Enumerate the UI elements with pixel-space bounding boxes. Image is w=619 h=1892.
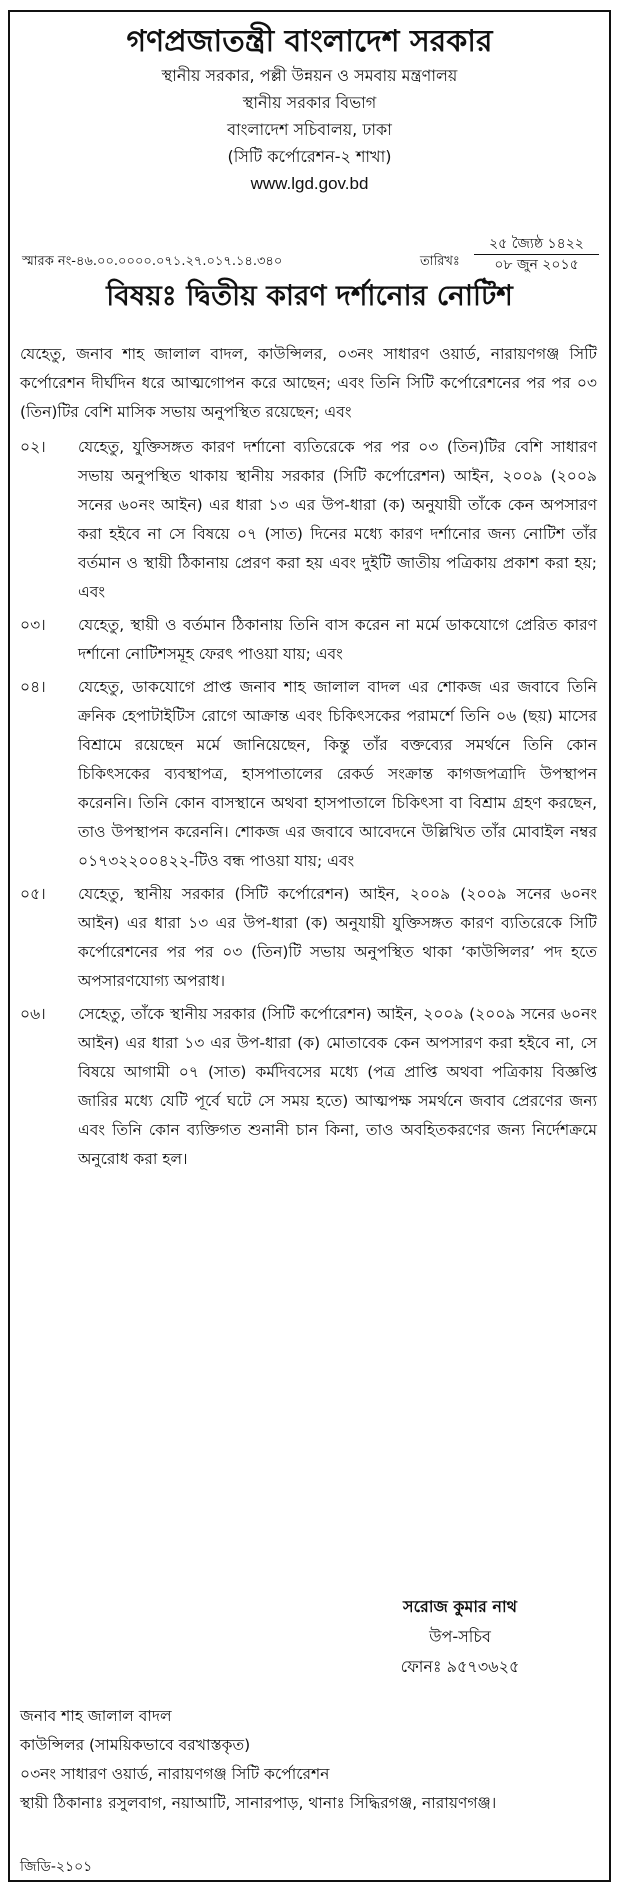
intro-paragraph: যেহেতু, জনাব শাহ জালাল বাদল, কাউন্সিলর, ০৩নং সাধারণ ওয়ার্ড, নারায়ণগঞ্জ সিটি কর্পোরেশন দীর্ঘদিন ধরে আত্মগোপন করে আছেন; এবং তিনি সিটি কর্পোরেশনের পর পর ০৩ (তিন)টির বেশি মাসিক সভায় অনুপস্থিত রয়েছেন; এবং	[20, 345, 597, 421]
recipient-ward: ০৩নং সাধারণ ওয়ার্ড, নারায়ণগঞ্জ সিটি কর্পোরেশন	[20, 1765, 330, 1783]
numbered-paragraph	[20, 611, 597, 669]
paragraph-number: ০৪।	[20, 678, 46, 696]
website-link[interactable]: www.lgd.gov.bd	[250, 174, 369, 193]
date-box	[474, 234, 599, 275]
ministry-name: স্থানীয় সরকার, পল্লী উন্নয়ন ও সমবায় মন্ত্রণালয়	[161, 66, 458, 85]
date-bangla: ২৫ জ্যৈষ্ঠ ১৪২২	[489, 236, 584, 252]
numbered-paragraph	[20, 880, 597, 996]
recipient-name: জনাব শাহ জালাল বাদল	[20, 1707, 172, 1725]
letterhead	[0, 22, 619, 198]
paragraph-number: ০২।	[20, 438, 46, 456]
recipient-post: কাউন্সিলর (সাময়িকভাবে বরখাস্তকৃত)	[20, 1736, 251, 1754]
paragraph-text: যেহেতু, ডাকযোগে প্রাপ্ত জনাব শাহ জালাল বাদল এর শোকজ এর জবাবে তিনি ক্রনিক হেপাটাইটিস রোগে আক্রান্ত এবং চিকিৎসকের পরামর্শে তিনি ০৬ (ছয়) মাসের বিশ্রামে রয়েছেন মর্মে জানিয়েছেন, কিন্তু তাঁর বক্তব্যের সমর্থনে তিনি কোন চিকিৎসকের ব্যবস্থাপত্র, হাসপাতালের রেকর্ড সংক্রান্ত কাগজপত্রাদি উপস্থাপন করেননি। তিনি কোন বাসস্থানে অথবা হাসপাতালে চিকিৎসা বা বিশ্রাম গ্রহণ করছেন, তাও উপস্থাপন করেননি। শোকজ এর জবাবে আবেদনে উল্লিখিত তাঁর মোবাইল নম্বর ০১৭৩২২০০৪২২-টিও বন্ধ পাওয়া যায়; এবং	[78, 678, 597, 870]
subject-heading: বিষয়ঃ দ্বিতীয় কারণ দর্শানোর নোটিশ	[106, 279, 513, 312]
paragraph-number: ০৬।	[20, 1005, 46, 1023]
recipient-address: স্থায়ী ঠিকানাঃ রসুলবাগ, নয়াআটি, সানারপাড়, থানাঃ সিদ্ধিরগঞ্জ, নারায়ণগঞ্জ।	[20, 1794, 497, 1812]
date-label: তারিখঃ	[420, 254, 460, 269]
signature-block	[340, 1592, 580, 1682]
numbered-paragraph	[20, 1000, 597, 1174]
numbered-paragraph	[20, 433, 597, 607]
signatory-name: সরোজ কুমার নাথ	[403, 1597, 517, 1616]
footer-code: জিডি-২১০১	[20, 1859, 93, 1875]
office-address: বাংলাদেশ সচিবালয়, ঢাকা	[227, 120, 392, 139]
date-english: ০৮ জুন ২০১৫	[474, 254, 599, 275]
numbered-paragraph	[20, 673, 597, 876]
recipient-block	[20, 1702, 597, 1818]
paragraph-text: যেহেতু, যুক্তিসঙ্গত কারণ দর্শানো ব্যতিরেকে পর পর ০৩ (তিন)টির বেশি সাধারণ সভায় অনুপস্থিত থাকায় স্থানীয় সরকার (সিটি কর্পোরেশন) আইন, ২০০৯ (২০০৯ সনের ৬০নং আইন) এর ধারা ১৩ এর উপ-ধারা (ক) অনুযায়ী তাঁকে কেন অপসারণ করা হইবে না সে বিষয়ে ০৭ (সাত) দিনের মধ্যে কারণ দর্শানোর জন্য নোটিশ তাঁর বর্তমান ও স্থায়ী ঠিকানায় প্রেরণ করা হয় এবং দুইটি জাতীয় পত্রিকায় প্রকাশ করা হয়; এবং	[78, 438, 597, 601]
paragraph-number: ০৫।	[20, 885, 46, 903]
signatory-designation: উপ-সচিব	[429, 1627, 491, 1646]
government-title: গণপ্রজাতন্ত্রী বাংলাদেশ সরকার	[126, 24, 493, 59]
division-name: স্থানীয় সরকার বিভাগ	[242, 93, 377, 112]
signatory-phone: ফোনঃ ৯৫৭৩৬২৫	[400, 1657, 520, 1676]
memo-number: স্মারক নং-৪৬.০০.০০০০.০৭১.২৭.০১৭.১৪.৩৪০	[22, 254, 283, 269]
paragraph-number: ০৩।	[20, 616, 46, 634]
paragraph-text: সেহেতু, তাঁকে স্থানীয় সরকার (সিটি কর্পোরেশন) আইন, ২০০৯ (২০০৯ সনের ৬০নং আইন) এর ধারা ১৩ এর উপ-ধারা (ক) মোতাবেক কেন অপসারণ করা হইবে না, সে বিষয়ে আগামী ০৭ (সাত) কর্মদিবসের মধ্যে (পত্র প্রাপ্তি অথবা পত্রিকায় বিজ্ঞপ্তি জারির মধ্যে যেটি পূর্বে ঘটে সে সময় হতে) আত্মপক্ষ সমর্থনে জবাব প্রেরণের জন্য এবং তিনি কোন ব্যক্তিগত শুনানী চান কিনা, তাও অবহিতকরণের জন্য নির্দেশক্রমে অনুরোধ করা হল।	[78, 1005, 597, 1168]
paragraph-text: যেহেতু, স্থানীয় সরকার (সিটি কর্পোরেশন) আইন, ২০০৯ (২০০৯ সনের ৬০নং আইন) এর ধারা ১৩ এর উপ-ধারা (ক) অনুযায়ী যুক্তিসঙ্গত কারণ ব্যতিরেকে সিটি কর্পোরেশনের পর পর ০৩ (তিন)টি সভায় অনুপস্থিত থাকা ‘কাউন্সিলর’ পদ হতে অপসারণযোগ্য অপরাধ।	[78, 885, 597, 990]
notice-body	[20, 340, 597, 1178]
paragraph-text: যেহেতু, স্থায়ী ও বর্তমান ঠিকানায় তিনি বাস করেন না মর্মে ডাকযোগে প্রেরিত কারণ দর্শানো নোটিশসমূহ ফেরৎ পাওয়া যায়; এবং	[78, 616, 597, 663]
branch-name: (সিটি কর্পোরেশন-২ শাখা)	[227, 147, 392, 166]
reference-row	[22, 234, 597, 278]
